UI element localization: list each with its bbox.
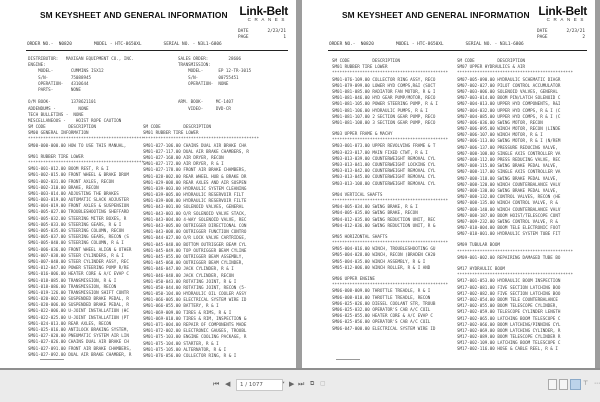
sm-item: SM17-002-116.00 HOSE & CABLE REEL, R & I — [457, 346, 558, 352]
section-title: SM01 RUBBER TIRE LOWER — [143, 130, 199, 136]
sm-item: SM07-008-117.00 SINGLE AXIS CONTROLLER VA — [457, 169, 561, 175]
section-title: SM00 GENERAL INFORMATION — [28, 130, 89, 136]
info-line: OPERATION- NONE — [178, 80, 229, 86]
model: MODEL - HTC-8650XL — [93, 42, 142, 47]
sm-item: SM01-019-126.00 TRANSMISSION SHIFT CONTR — [28, 289, 129, 295]
sm-item: SM01-024-013.00 REAR AXLES, RECON — [28, 320, 112, 326]
logo-sub: CRANES — [247, 17, 288, 22]
sm-item: SM07-008-130.00 SWING BRAKE PEDAL VALVE, — [457, 187, 558, 193]
sm-item: SM01-050-043.00 ROTATING JOINT, R & I — [143, 278, 237, 284]
page-1 — [0, 0, 296, 368]
info-line: VIDEO- DVD-CR — [178, 105, 231, 111]
sm-item: SM01-029-008.00 REAR AXLES AND AIR SUSPEN — [143, 179, 247, 185]
page-number-input[interactable]: 1 / 1077 — [236, 379, 283, 391]
sm-item: SM01-079-099.00 LOWER HYD COMPS,R&I (SUCT — [332, 82, 436, 88]
link-belt-logo — [239, 5, 288, 23]
info-line: TECH BULLETINS - NONE — [28, 111, 84, 117]
page-label: PAGE — [537, 35, 548, 40]
footer-mark — [336, 359, 360, 360]
sm-item: SM07-008-187.00 BOOM HOIST/TELESCOPE CONT — [457, 212, 561, 218]
sm-item: SM01-027-168.00 AIR DRYER, RECON — [143, 154, 224, 160]
info-line: S/N- 00755451 — [178, 74, 239, 80]
sm-item: SM01-039-005.00 HYDRAULIC RESERVOIR FILT — [143, 192, 244, 198]
sm-item: SM01-046-048.00 JACK CYLINDER, RECON — [143, 272, 234, 278]
page-dropdown-icon[interactable]: ▾ — [282, 380, 286, 386]
sm-item: SM01-072-002.00 ELECTRONIC GAUGES, TROUBL — [143, 328, 247, 334]
sm-item: SM07-002-027.00 PILOT CONTROL ACCUMULATOR — [457, 82, 561, 88]
section-title: SM17 HYDRAULIC BOOM — [457, 266, 505, 271]
sm-item: SM01-016-006.00 HEATER CORE & A/C EVAP C — [28, 271, 129, 277]
order-number: ORDER NO.- N0820 — [329, 42, 374, 47]
sm-item: SM01-002-031.00 FRONT AXLES, RECON — [28, 178, 114, 184]
sm-item: SM01-076-056.00 COLLECTOR RING, R & I — [143, 352, 237, 358]
sm-item: SM07-005-090.00 HYDRAULIC SCHEMATIC DIAGR — [457, 76, 561, 82]
sm-item: SM03-001-073.00 UPPER REVOLVING FRAME & T — [332, 143, 436, 149]
sm-item: SM01-003-019.00 AUTOMATIC SLACK ADJUSTER — [28, 197, 129, 203]
sm-item: SM01-028-002.00 REAR WHEEL HUB & BRAKE DR — [143, 173, 247, 179]
date-label: DATE — [238, 29, 249, 34]
sm-item: SM01-007-040.00 STEER CYLINDER ASSY, REC — [28, 258, 129, 264]
sm-item: SM06-025-056.00 OPERATOR'S CAB A/C COIL — [332, 319, 431, 325]
sm-item: SM00-000-000.00 HOW TO USE THIS MANUAL, — [28, 142, 127, 148]
sm-item: SM01-069-009.00 TIRES & RIMS, R & I — [143, 309, 232, 315]
document-title: SM KEYSHEET AND GENERAL INFORMATION — [342, 10, 530, 20]
sm-item: SM01-027-091.00 FRONT AIR BRAKE CHAMBERS, — [28, 345, 132, 351]
sm-item: SM07-008-135.00 WINCH CONTROL VALVE, R & — [457, 200, 558, 206]
sm-item: SM07-003-014.00 BOOM PIN/LATCH SOLENOID C — [457, 95, 561, 101]
column-header: SM CODE DESCRIPTION — [332, 58, 401, 63]
page-value: 2 — [582, 35, 585, 40]
sm-item: SM01-027-117.00 DUAL AIR BRAKE CHAMBERS, R — [143, 148, 249, 154]
sm-item: SM06-025-032.00 OPERATOR'S CAB A/C COIL — [332, 306, 431, 312]
column-header: SM CODE DESCRIPTION — [28, 124, 97, 129]
sm-item: SM01-081-085.00 RADIATOR FAN MOTOR, R & I — [332, 88, 436, 94]
info-left — [28, 56, 158, 124]
sm-item: SM07-006-137.00 PRESSURE REDUCING VALVE, — [457, 144, 558, 150]
sm-item: SM01-043-001.00 SOLENOID VALVES, GENERAL — [143, 204, 244, 210]
sm-item: SM01-005-040.00 STEERING COLUMN, R & I — [28, 240, 124, 246]
divider-stars: ********************************************** — [28, 159, 144, 165]
date-box — [537, 29, 585, 41]
sm-item: SM01-020-006.00 SUSPENDED BRAKE PEDAL, R — [28, 302, 129, 308]
divider-stars: ********************************************** — [332, 70, 448, 76]
sm-item: SM01-081-046.00 HYD GEAR PUMP/MOTOR, RECO — [332, 95, 436, 101]
sm-item: SM17-002-082.00 FIVE SECTION LATCHING BOO — [457, 290, 561, 296]
order-line — [27, 42, 282, 47]
sm-list-left — [332, 58, 457, 332]
sm-item: SM01-039-003.00 HYDRAULIC SYSTEM CLEANING — [143, 185, 247, 191]
info-line: OPERATION- 4310644 — [28, 80, 89, 86]
column-header: SM CODE DESCRIPTION — [457, 58, 526, 63]
sm-item: SM17-001-053.00 HYDRAULIC BOOM INSPECTION — [457, 278, 561, 284]
sm-item: SM05-004-028.00 WINCH, RECON (BRADEN CH20 — [332, 252, 436, 258]
info-line: SALES ORDER: 28606 — [178, 56, 242, 61]
divider-stars: ********************************************** — [332, 240, 448, 246]
sm-item: SM01-006-036.00 FRONT WHEEL ALIGN & OTHER — [28, 246, 132, 252]
copy-icon[interactable]: ⧉ — [310, 380, 315, 387]
divider-stars: ********************************************** — [332, 197, 448, 203]
sm-item: SM03-023-017.00 MAIN FIXED CTWT, R & I — [332, 149, 428, 155]
single-page-view-button[interactable] — [548, 379, 557, 390]
page-label: PAGE — [238, 35, 249, 40]
sm-item: SM01-081-108.00 3 SECTION GEAR PUMP, RECO — [332, 119, 436, 125]
fit-width-icon[interactable]: ⊤ — [583, 380, 589, 387]
sm-item: SM05-012-006.00 WINCH ROLLER, R & I AND — [332, 264, 431, 270]
section-title: SM03 UPPER FRAME & MACHY — [332, 131, 393, 137]
sm-item: SM07-008-140.00 WINCH COUNTERBALANCE VALV — [457, 206, 561, 212]
sm-item: SM01-001-012.00 BOOM REST, R & I — [28, 166, 109, 172]
sm-item: SM06-047-000.00 ELECTRICAL SYSTEM WIRE ID — [332, 325, 436, 331]
date-label: DATE — [537, 29, 548, 34]
serial-number: SERIAL NO. - N3L1-6806 — [465, 42, 524, 47]
section-title: SM09 TUBULAR BOOM — [457, 242, 500, 248]
sm-list-left — [28, 124, 153, 358]
sm-item: SM01-027-172.00 AIR DRYER, R & I — [143, 161, 224, 167]
sm-item: SM01-039-008.00 HYDRAULIC RESERVOIR FILTE — [143, 198, 247, 204]
sm-item: SM07-006-036.00 SWING MOTOR, RECON — [457, 119, 543, 125]
section-title: SM04 VERTICAL SHAFTS — [332, 191, 383, 197]
first-page-button[interactable]: ⏮ — [213, 380, 220, 388]
sm-item: SM01-027-106.00 CHAINS DUAL AIR BRAKE CHA — [143, 142, 247, 148]
sm-item: SM09-001-002.00 REPAIRING DAMAGED TUBE BO — [457, 254, 561, 260]
last-page-button[interactable]: ⏭ — [298, 380, 305, 388]
sm-item: SM07-009-232.00 SWING CONTROL VALVE, R & — [457, 218, 558, 224]
sm-item: SM07-003-006.00 SOLENOID VALVES, GENERAL — [457, 88, 558, 94]
sm-item: SM01-045-049.00 TOP OUTRIGGER BEAM CYLINE — [143, 247, 247, 253]
sm-item: SM17-002-059.00 TELESCOPE CYLINDER LENGTH — [457, 309, 561, 315]
sm-item: SM07-008-115.00 SWING BRAKE PEDAL VALVE, — [457, 163, 558, 169]
date-value: 2/23/21 — [566, 29, 585, 34]
sm-item: SM01-022-025.00 U-JOINT INSTALLATION (PT — [28, 314, 129, 320]
header-rule — [328, 50, 587, 51]
sm-item: SM01-027-092.00 DUAL AIR BRAKE CHAMBER, R — [28, 351, 132, 357]
sm-list-right — [457, 58, 592, 353]
sm-item: SM01-005-032.00 STEERING MITER BOXES, R — [28, 215, 127, 221]
info-line: O/M BOOK- 1378621101 — [28, 99, 97, 105]
header-rule — [26, 50, 288, 51]
continuous-view-button[interactable] — [559, 379, 568, 390]
sm-item: SM01-027-026.00 CHAINS DUAL AIR BRAKE CH — [28, 339, 129, 345]
sm-item: SM03-013-041.00 COUNTERWEIGHT LOCKING CYL — [332, 162, 436, 167]
info-line: ARM. BOOK- MC-1407 — [178, 99, 234, 105]
sm-item: SM01-043-003.00 O/R SOLENOID VALVE STACK, — [143, 210, 247, 216]
sm-item: SM01-012-047.00 POWER STEERING PUMP R/RE — [28, 265, 129, 271]
sm-item: SM06-008-010.00 THROTTLE TREADLE, RECON — [332, 294, 431, 300]
page-value: 1 — [283, 35, 286, 40]
sm-item: SM03-013-039.00 COUNTERWEIGHT REMOVAL CYL — [332, 155, 436, 161]
sm-item: SM04-012-036.00 SWING REDUCTION UNIT, R & — [332, 222, 436, 228]
divider-stars: ********************************************** — [457, 272, 573, 278]
divider-stars: ********************************************** — [28, 136, 144, 142]
info-line: MODEL- CUMMINS ISX12 — [28, 68, 104, 74]
more-icon[interactable]: ⋯ — [594, 380, 600, 387]
sm-item: SM07-018-001.00 HYDRAULIC SYSTEM TUBE FIT — [457, 231, 561, 237]
date-box — [238, 29, 286, 41]
page-2 — [302, 0, 595, 368]
info-line: S/N- 75088945 — [28, 74, 92, 80]
info-line: MODEL- EP 12-TR-3015 — [178, 68, 252, 74]
sm-list-right — [143, 124, 293, 359]
sm-item: SM05-004-016.00 WINCH, TROUBLESHOOTING GU — [332, 246, 436, 252]
info-line: PARTS- NONE — [28, 86, 81, 92]
divider-stars: ********************************************** — [457, 70, 573, 76]
sm-item: SM01-004-019.00 FRONT AXLES & SUSPENSION — [28, 203, 129, 209]
sm-item: SM07-008-108.00 SINGLE AXIS CONTROLLER VA — [457, 150, 561, 156]
sm-item: SM01-002-310.00 BRAKE, RECON — [28, 184, 99, 190]
sm-item: SM01-050-044.00 ROTATING JOINT, RECON (5- — [143, 284, 247, 290]
sm-item: SM06-025-055.00 HEATER CORE & A/C EVAP C — [332, 313, 433, 319]
sm-item: SM01-020-002.00 SUSPENDED BRAKE PEDAL, R — [28, 296, 129, 302]
footer-mark — [40, 359, 64, 360]
info-right — [178, 56, 288, 112]
sm-item: SM01-081-106.00 HYDRAULIC PUMPS, R & I — [332, 107, 428, 113]
logo-brand: Link-Belt — [239, 4, 288, 18]
sm-item: SM01-043-004.00 4-WAY SOLENOID VALVE, REC — [143, 216, 247, 222]
info-line: ENGINE: — [28, 62, 46, 68]
sm-item: SM01-046-047.00 JACK CYLINDER, R & I — [143, 266, 234, 272]
sm-item: SM03-013-108.00 COUNTERWEIGHT REMOVAL CYL — [332, 180, 436, 186]
divider-stars: ********************************************** — [332, 282, 448, 288]
sm-item: SM01-003-014.00 ADJUSTING THE BRAKES — [28, 190, 119, 196]
sm-item: SM07-008-120.00 WINCH COUNTERBALANCE VALV — [457, 181, 561, 187]
sm-item: SM07-004-032.00 UPPER HYD COMPS, R & I (C — [457, 107, 561, 113]
sm-item: SM01-018-086.00 TRANSMISSION, RECON — [28, 283, 117, 289]
sm-item: SM01-069-010.00 TIRES & RIM, INSPECTION & — [143, 315, 247, 321]
link-belt-logo — [538, 5, 587, 23]
sm-item: SM06-008-009.00 THROTTLE TREADLE, R & I — [332, 288, 431, 294]
sm-item: SM07-006-113.00 SWING MOTOR, R & I (N/REM — [457, 138, 561, 144]
sm-item: SM07-008-118.00 SWING BRAKE PEDAL VALVE, — [457, 175, 558, 181]
sm-item: SM01-045-048.00 BOTTOM OUTRIGGER BEAM CYL — [143, 241, 247, 247]
sm-item: SM01-081-105.00 POWER STEERING PUMP, R & I — [332, 101, 438, 107]
sm-item: SM01-002-015.00 FRONT WHEEL & BRAKE DRUM — [28, 172, 129, 178]
sm-item: SM07-004-013.00 UPPER HYD COMPONENTS, R&I — [457, 101, 561, 107]
info-line: ADDENDUMS - NONE — [28, 105, 89, 111]
sm-item: SM01-018-085.00 TRANSMISSION, R & I — [28, 277, 117, 283]
sm-item: SM01-005-037.00 STEERING GEARS, RECON (S — [28, 234, 129, 240]
document-title: SM KEYSHEET AND GENERAL INFORMATION — [40, 10, 228, 20]
serial-number: SERIAL NO. - N3L1-6806 — [163, 42, 222, 47]
sm-item: SM01-076-109.00 COLLECTOR RING ASSY, RECO — [332, 76, 436, 82]
sm-item: SM17-002-066.00 BOOM LATCHING/PINNING CYL — [457, 321, 561, 327]
sm-item: SM01-050-104.00 HYDRAULIC OIL COOLER ASSY — [143, 291, 247, 297]
sm-item: SM01-027-020.00 PNEUMATIC SYSTEM AIR LIN — [28, 333, 129, 339]
section-title: SM05 HORIZONTAL SHAFTS — [332, 233, 388, 239]
sm-item: SM17-002-065.00 LATCHING BOOM TELESCOPE C — [457, 315, 561, 321]
sm-item: SM01-066-055.00 BATTERY, R & I — [143, 303, 219, 309]
sm-item: SM17-002-089.00 BOOM TELESCOPE CYLINDER R — [457, 334, 561, 340]
info-line: MISCELLANEOUS - HOIST ROPE CAUTION — [28, 117, 122, 123]
sm-item: SM01-045-060.00 OUTRIGGER BEAM CYLINDER, — [143, 260, 244, 266]
sm-item: SM17-002-109.00 LATCHING BOOM TELESCOPE C — [457, 340, 561, 346]
sm-item: SM03-013-045.00 COUNTERWEIGHT REMOVAL CYL — [332, 174, 436, 180]
page-icon[interactable]: ▢ — [320, 380, 326, 387]
sm-item: SM01-071-004.00 REPAIR OF COMPONENTS MADE — [143, 322, 247, 327]
sm-item: SM07-006-095.00 WINCH MOTOR, RECON (LINDE — [457, 126, 561, 132]
sm-item: SM07-010-004.00 BOOM TELE ELECTRONIC FOOT — [457, 225, 561, 231]
sm-item: SM01-005-035.00 STEERING COLUMN, RECON — [28, 228, 124, 233]
sm-item: SM07-008-112.00 PRESS REDUCING VALVE, REC — [457, 157, 561, 162]
sm-item: SM17-002-055.00 BOOM TELESCOPE CYLINDER, — [457, 303, 558, 309]
divider-stars: ********************************************** — [143, 136, 259, 142]
section-title: SM06 UPPER ENGINE — [332, 276, 375, 281]
section-title: SM01 RUBBER TIRE LOWER — [28, 153, 84, 159]
sm-item: SM04-005-034.00 SWING BRAKE, R & I — [332, 204, 418, 210]
sm-item: SM17-002-054.00 BOOM TELE COUNTERBALANCE — [457, 296, 558, 302]
sm-item: SM01-043-008.00 OUTRIGGER FUNCTION CONTRO — [143, 229, 247, 235]
sm-item: SM01-075-104.00 STARTER, R & I — [143, 340, 219, 346]
sm-item: SM03-013-042.00 COUNTERWEIGHT REMOVAL CYL — [332, 168, 436, 174]
sm-item: SM06-025-026.00 DIESEL COOLANT STR, TROUB — [332, 300, 436, 306]
prev-page-button[interactable]: ◀ — [225, 380, 231, 388]
logo-sub: CRANES — [546, 17, 587, 22]
column-header: SM CODE DESCRIPTION — [143, 124, 212, 129]
info-line: TRANSMISSION: — [178, 62, 211, 68]
two-page-view-button[interactable] — [570, 379, 581, 390]
sm-item: SM01-075-103.00 ENGINE COOLING PACKAGE, R — [143, 334, 247, 340]
logo-brand: Link-Belt — [538, 4, 587, 18]
sm-item: SM17-002-081.00 FIVE SECTION LATCHING BOO — [457, 284, 561, 290]
order-line — [329, 42, 581, 47]
divider-stars: ********************************************** — [457, 248, 573, 254]
info-line: DISTRIBUTOR: MAXIGAN EQUIPMENT CO., INC. — [28, 56, 134, 61]
sm-item: SM07-006-107.00 WINCH MOTOR, R & I — [457, 132, 543, 138]
sm-item: SM05-004-035.00 WINCH ASSEMBLY, R & I — [332, 258, 426, 264]
sm-item: SM17-002-069.00 BOOM LATCHING CYLINDER, R — [457, 327, 561, 333]
divider-stars: ********************************************** — [332, 137, 448, 143]
sm-item: SM01-081-107.00 2 SECTION GEAR PUMP, RECO — [332, 113, 436, 119]
sm-item: SM01-043-005.00 OUTRIGGER DIRECTIONAL CON — [143, 223, 247, 228]
sm-item: SM01-005-033.00 STEERING GEARS, R & I — [28, 221, 122, 227]
section-title: SM01 RUBBER TIRE LOWER — [332, 64, 388, 70]
model: MODEL - HTC-8650XL — [395, 42, 444, 47]
date-value: 2/23/21 — [267, 29, 286, 34]
sm-item: SM01-075-105.00 ALTERNATOR, R & I — [143, 346, 227, 352]
sm-item: SM01-066-005.00 ELECTRICAL SYSTEM WIRE ID — [143, 297, 247, 303]
sm-item: SM07-004-085.00 UPPER HYD COMPS, R & I (C — [457, 113, 561, 119]
sm-item: SM04-012-035.00 SWING REDUCTION UNIT, REC — [332, 216, 436, 222]
sm-item: SM01-005-027.00 TROUBLESHOOTING SHEFFARD — [28, 209, 129, 215]
section-title: SM07 UPPER HYDRAULICS & AIR — [457, 64, 526, 70]
order-number: ORDER NO.- N0820 — [27, 42, 72, 47]
sm-item: SM01-045-055.00 OUTRIGGER BEAM ASSEMBLY, — [143, 253, 244, 259]
viewer-toolbar — [0, 368, 600, 402]
sm-item: SM07-008-132.00 CONTROL VALVES, RECON (HE — [457, 194, 561, 200]
sm-item: SM04-005-035.00 SWING BRAKE, RECON — [332, 210, 418, 216]
sm-item: SM01-022-006.00 U-JOINT INSTALLATION (HC — [28, 308, 129, 314]
sm-item: SM01-007-038.00 STEER CYLINDERS, R & I — [28, 252, 124, 258]
next-page-button[interactable]: ▶ — [289, 380, 295, 388]
sm-item: SM01-025-016.00 ANTILOCK BRAKING SYSTEM, — [28, 327, 129, 332]
sm-item: SM01-027-178.00 FRONT AIR BRAKE CHAMBERS, — [143, 167, 247, 173]
sm-item: SM01-044-027.00 O/R LOCK VALVE CARTRIDGE, — [143, 235, 247, 241]
